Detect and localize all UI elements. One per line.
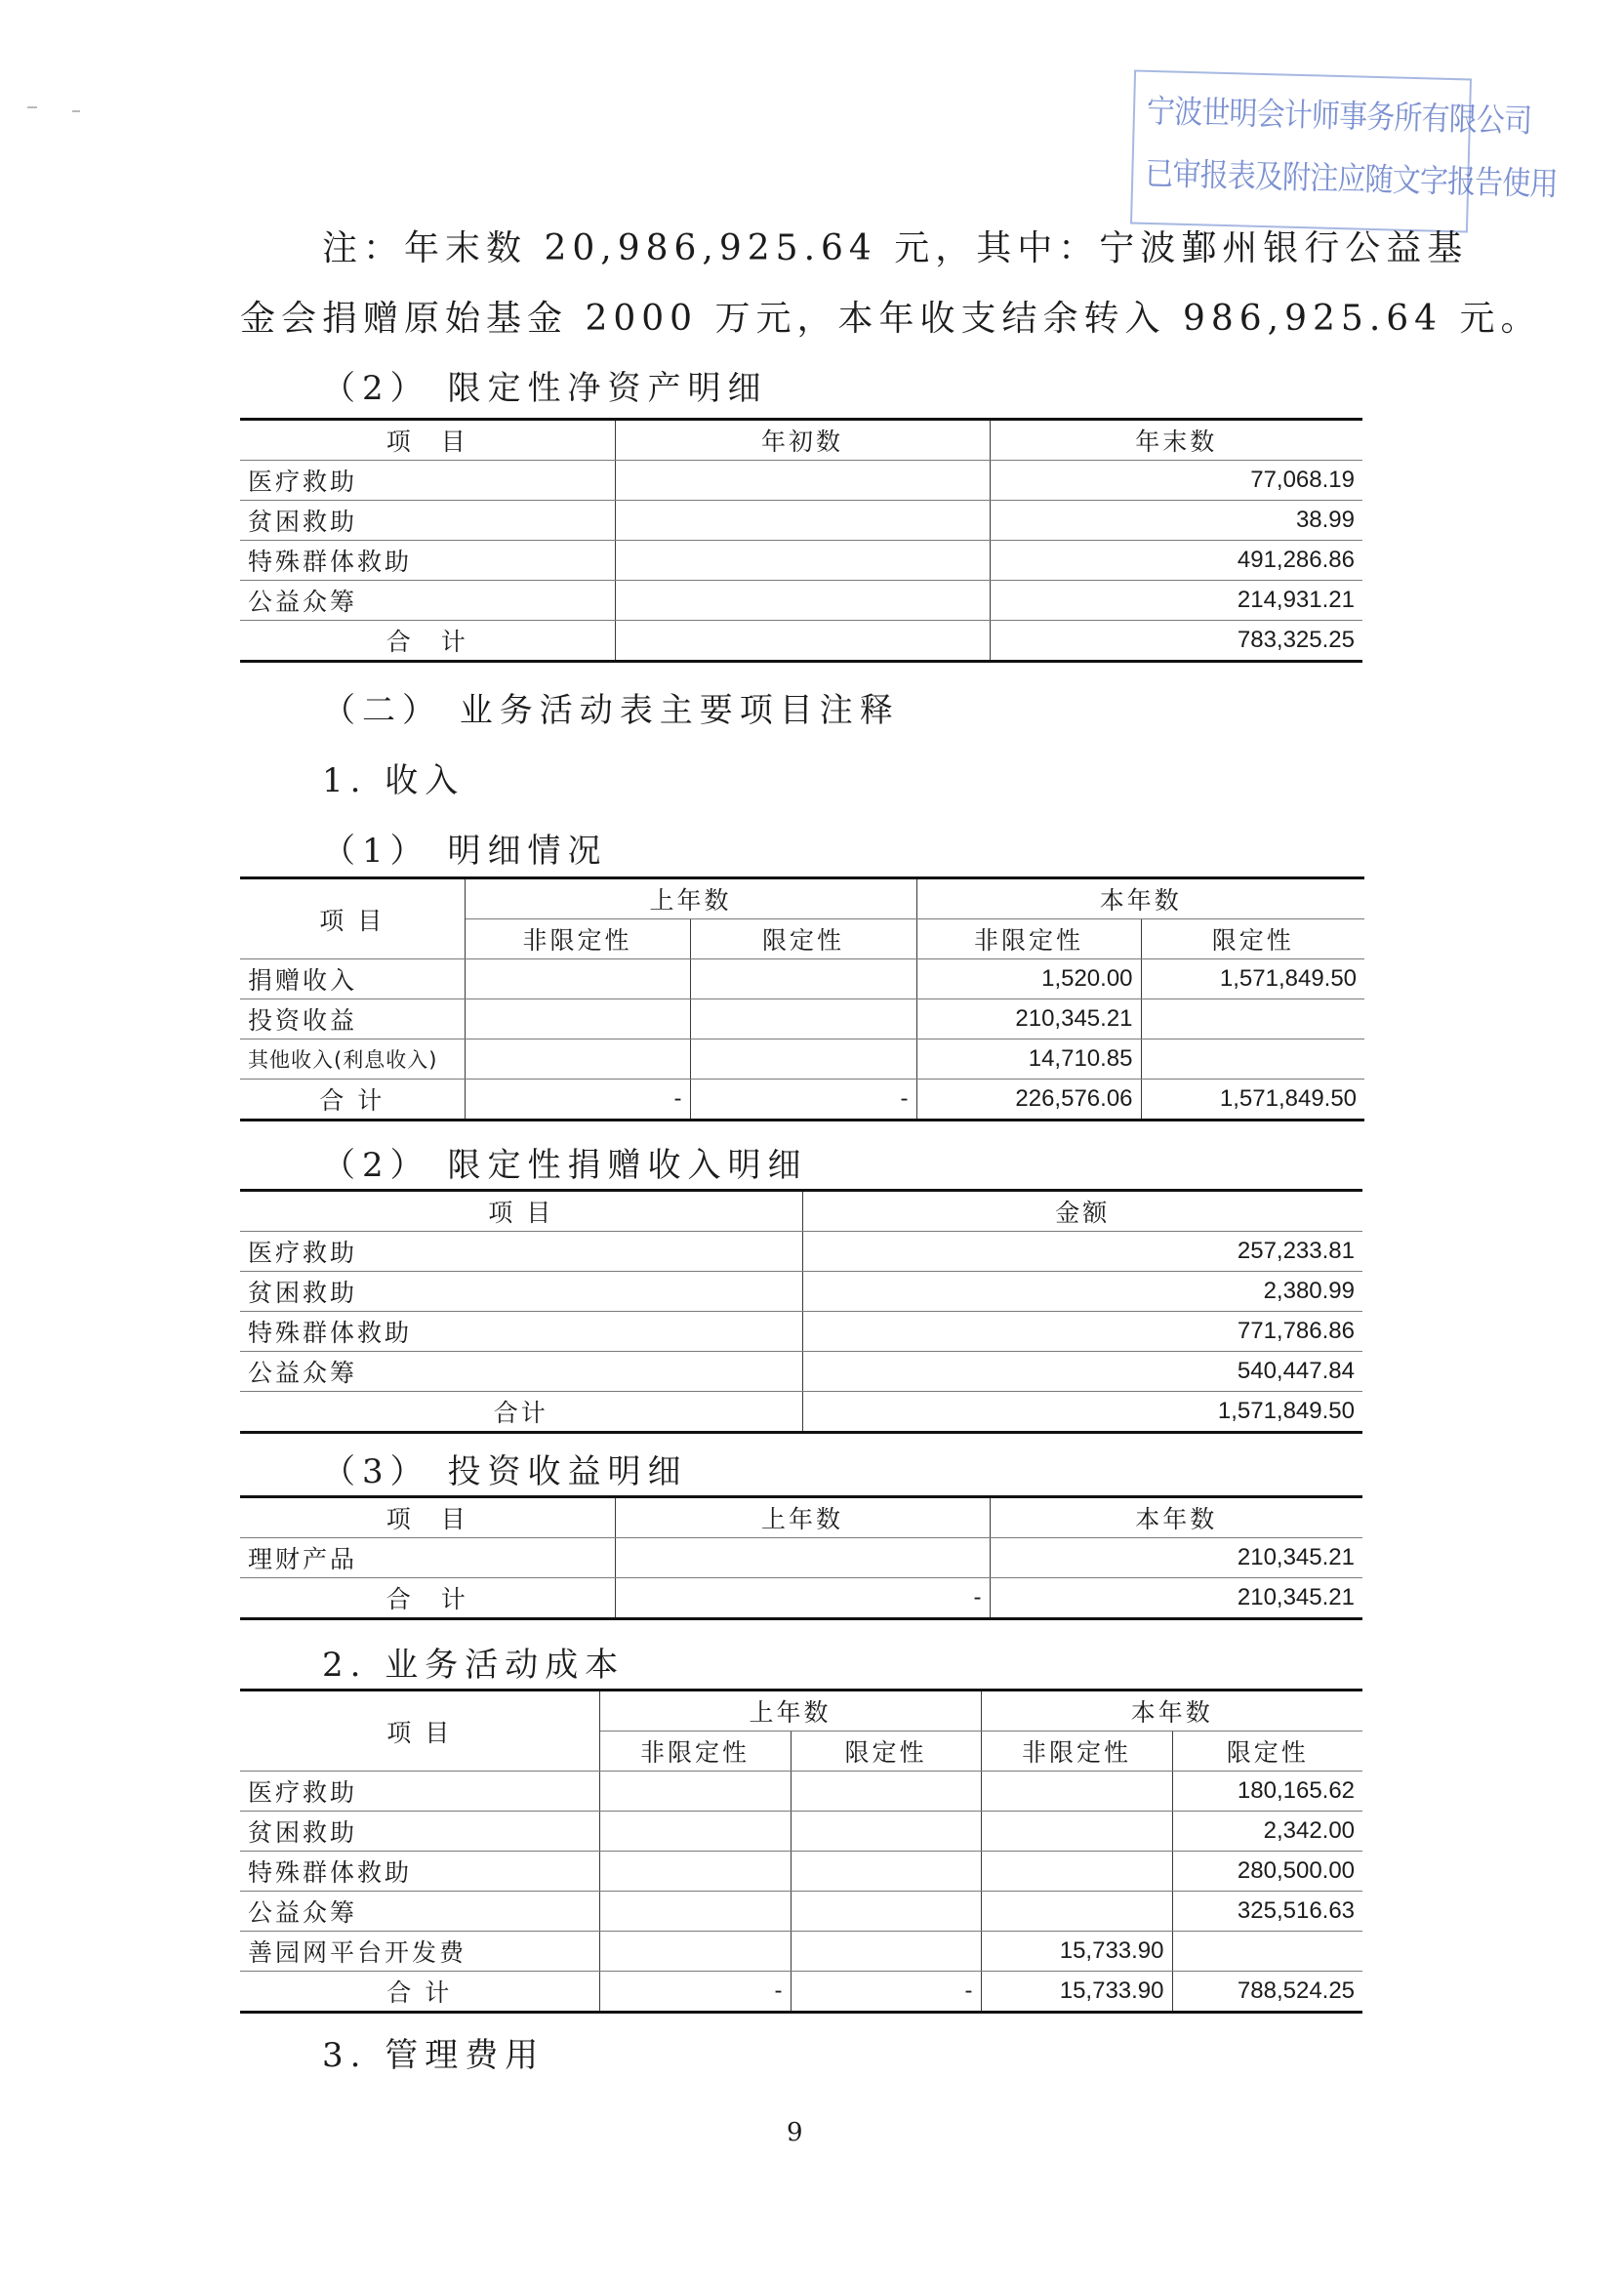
row-curr-restricted xyxy=(1141,1039,1364,1080)
row-item: 其他收入(利息收入) xyxy=(240,1039,465,1080)
total-label: 合 计 xyxy=(240,1972,599,2013)
row-curr-unrestricted: 14,710.85 xyxy=(916,1039,1141,1080)
table-header-row xyxy=(240,1691,1362,1732)
row-prev-unrestricted xyxy=(599,1772,791,1812)
row-prev-restricted xyxy=(690,959,916,999)
table-row xyxy=(240,1932,1362,1972)
col-header-curr-unrestricted: 非限定性 xyxy=(981,1732,1172,1772)
row-item: 特殊群体救助 xyxy=(240,1852,599,1892)
cost-table xyxy=(240,1689,1362,2014)
total-curr-restricted: 1,571,849.50 xyxy=(1141,1080,1364,1121)
investment-table xyxy=(240,1495,1362,1620)
row-item: 医疗救助 xyxy=(240,1772,599,1812)
row-curr-restricted: 1,571,849.50 xyxy=(1141,959,1364,999)
table-row xyxy=(240,1812,1362,1852)
row-curr-restricted: 180,165.62 xyxy=(1172,1772,1362,1812)
row-item: 善园网平台开发费 xyxy=(240,1932,599,1972)
row-prev-unrestricted xyxy=(599,1932,791,1972)
total-end: 783,325.25 xyxy=(990,621,1362,662)
section-2-heading: （二） 业务活动表主要项目注释 xyxy=(322,691,900,730)
row-amount: 2,380.99 xyxy=(802,1272,1362,1312)
row-curr: 210,345.21 xyxy=(990,1538,1362,1578)
col-header-curr-restricted: 限定性 xyxy=(1141,919,1364,959)
admin-expense-heading: 3. 管理费用 xyxy=(322,2036,546,2075)
table-header-row xyxy=(240,878,1364,919)
row-prev-unrestricted xyxy=(465,999,690,1039)
table-header-row xyxy=(240,420,1362,461)
table-row xyxy=(240,1538,1362,1578)
row-curr-restricted: 280,500.00 xyxy=(1172,1852,1362,1892)
row-curr-restricted: 2,342.00 xyxy=(1172,1812,1362,1852)
restricted-donation-heading: （2） 限定性捐赠收入明细 xyxy=(322,1146,808,1185)
row-prev-restricted xyxy=(791,1852,981,1892)
col-header-item: 项 目 xyxy=(240,878,465,959)
col-header-amount: 金额 xyxy=(802,1191,1362,1232)
row-end: 491,286.86 xyxy=(990,541,1362,581)
total-prev-unrestricted: - xyxy=(599,1972,791,2013)
row-prev-unrestricted xyxy=(599,1812,791,1852)
stamp-line-1: 宁波世明会计师事务所有限公司 xyxy=(1146,91,1532,141)
row-prev xyxy=(615,1538,990,1578)
scan-mark xyxy=(72,110,80,112)
table-row xyxy=(240,1892,1362,1932)
scan-mark xyxy=(27,106,37,108)
row-prev-restricted xyxy=(791,1812,981,1852)
restricted-assets-table xyxy=(240,418,1362,663)
total-curr-unrestricted: 15,733.90 xyxy=(981,1972,1172,2013)
table-header-row xyxy=(240,1191,1362,1232)
col-header-prev-restricted: 限定性 xyxy=(690,919,916,959)
table-row xyxy=(240,1852,1362,1892)
col-header-prev: 上年数 xyxy=(615,1497,990,1538)
col-header-curr-year: 本年数 xyxy=(981,1691,1362,1732)
row-curr-unrestricted xyxy=(981,1852,1172,1892)
row-prev-restricted xyxy=(690,999,916,1039)
row-curr-unrestricted xyxy=(981,1772,1172,1812)
audit-stamp xyxy=(1130,69,1559,232)
col-header-curr-unrestricted: 非限定性 xyxy=(916,919,1141,959)
table-row xyxy=(240,1772,1362,1812)
restricted-assets-heading: （2） 限定性净资产明细 xyxy=(322,369,768,408)
row-item: 公益众筹 xyxy=(240,1892,599,1932)
total-prev-restricted: - xyxy=(791,1972,981,2013)
row-end: 77,068.19 xyxy=(990,461,1362,501)
table-row xyxy=(240,541,1362,581)
row-item: 特殊群体救助 xyxy=(240,1312,802,1352)
row-curr-restricted xyxy=(1172,1932,1362,1972)
total-row xyxy=(240,1972,1362,2013)
col-header-prev-year: 上年数 xyxy=(465,878,916,919)
row-item: 公益众筹 xyxy=(240,1352,802,1392)
col-header-curr: 本年数 xyxy=(990,1497,1362,1538)
row-begin xyxy=(615,581,990,621)
row-item: 投资收益 xyxy=(240,999,465,1039)
table-row xyxy=(240,999,1364,1039)
table-header-row xyxy=(240,1497,1362,1538)
col-header-item: 项 目 xyxy=(240,420,615,461)
row-item: 贫困救助 xyxy=(240,1272,802,1312)
col-header-end: 年末数 xyxy=(990,420,1362,461)
total-row xyxy=(240,621,1362,662)
row-begin xyxy=(615,541,990,581)
row-prev-restricted xyxy=(690,1039,916,1080)
row-amount: 771,786.86 xyxy=(802,1312,1362,1352)
col-header-item: 项 目 xyxy=(240,1191,802,1232)
col-header-prev-restricted: 限定性 xyxy=(791,1732,981,1772)
total-row xyxy=(240,1392,1362,1433)
col-header-begin: 年初数 xyxy=(615,420,990,461)
note-line-2: 金会捐赠原始基金 2000 万元，本年收支结余转入 986,925.64 元。 xyxy=(240,299,1542,339)
row-prev-unrestricted xyxy=(599,1852,791,1892)
table-row xyxy=(240,1039,1364,1080)
total-prev: - xyxy=(615,1578,990,1619)
row-amount: 540,447.84 xyxy=(802,1352,1362,1392)
table-row xyxy=(240,501,1362,541)
total-prev-restricted: - xyxy=(690,1080,916,1121)
row-curr-unrestricted: 1,520.00 xyxy=(916,959,1141,999)
restricted-donation-table xyxy=(240,1189,1362,1434)
row-curr-unrestricted: 15,733.90 xyxy=(981,1932,1172,1972)
table-row xyxy=(240,1272,1362,1312)
income-detail-table xyxy=(240,876,1364,1121)
col-header-curr-restricted: 限定性 xyxy=(1172,1732,1362,1772)
table-row xyxy=(240,959,1364,999)
row-curr-unrestricted xyxy=(981,1892,1172,1932)
row-item: 医疗救助 xyxy=(240,461,615,501)
total-curr: 210,345.21 xyxy=(990,1578,1362,1619)
row-begin xyxy=(615,461,990,501)
row-end: 38.99 xyxy=(990,501,1362,541)
col-header-item: 项 目 xyxy=(240,1691,599,1772)
investment-heading: （3） 投资收益明细 xyxy=(322,1452,688,1491)
row-curr-restricted xyxy=(1141,999,1364,1039)
table-row xyxy=(240,1312,1362,1352)
col-header-item: 项 目 xyxy=(240,1497,615,1538)
row-curr-restricted: 325,516.63 xyxy=(1172,1892,1362,1932)
col-header-prev-unrestricted: 非限定性 xyxy=(599,1732,791,1772)
total-label: 合 计 xyxy=(240,1080,465,1121)
row-end: 214,931.21 xyxy=(990,581,1362,621)
row-prev-restricted xyxy=(791,1772,981,1812)
row-prev-unrestricted xyxy=(599,1892,791,1932)
row-item: 理财产品 xyxy=(240,1538,615,1578)
row-item: 贫困救助 xyxy=(240,1812,599,1852)
table-row xyxy=(240,1352,1362,1392)
row-prev-unrestricted xyxy=(465,959,690,999)
row-curr-unrestricted xyxy=(981,1812,1172,1852)
note-line-1: 注：年末数 20,986,925.64 元，其中：宁波鄞州银行公益基 xyxy=(322,228,1469,268)
stamp-line-2: 已审报表及附注应随文字报告使用 xyxy=(1144,153,1559,203)
row-item: 医疗救助 xyxy=(240,1232,802,1272)
row-begin xyxy=(615,501,990,541)
cost-heading: 2. 业务活动成本 xyxy=(322,1646,626,1685)
total-amount: 1,571,849.50 xyxy=(802,1392,1362,1433)
total-curr-unrestricted: 226,576.06 xyxy=(916,1080,1141,1121)
income-heading: 1. 收入 xyxy=(322,761,466,800)
row-item: 捐赠收入 xyxy=(240,959,465,999)
total-label: 合 计 xyxy=(240,1578,615,1619)
col-header-prev-year: 上年数 xyxy=(599,1691,981,1732)
row-amount: 257,233.81 xyxy=(802,1232,1362,1272)
total-label: 合 计 xyxy=(240,621,615,662)
row-prev-unrestricted xyxy=(465,1039,690,1080)
income-detail-heading: （1） 明细情况 xyxy=(322,832,608,871)
table-row xyxy=(240,1232,1362,1272)
row-curr-unrestricted: 210,345.21 xyxy=(916,999,1141,1039)
total-prev-unrestricted: - xyxy=(465,1080,690,1121)
col-header-curr-year: 本年数 xyxy=(916,878,1364,919)
row-prev-restricted xyxy=(791,1932,981,1972)
page-number: 9 xyxy=(787,2118,803,2147)
row-item: 公益众筹 xyxy=(240,581,615,621)
total-begin xyxy=(615,621,990,662)
total-row xyxy=(240,1578,1362,1619)
total-row xyxy=(240,1080,1364,1121)
table-row xyxy=(240,581,1362,621)
row-prev-restricted xyxy=(791,1892,981,1932)
total-curr-restricted: 788,524.25 xyxy=(1172,1972,1362,2013)
table-row xyxy=(240,461,1362,501)
total-label: 合计 xyxy=(240,1392,802,1433)
row-item: 贫困救助 xyxy=(240,501,615,541)
col-header-prev-unrestricted: 非限定性 xyxy=(465,919,690,959)
row-item: 特殊群体救助 xyxy=(240,541,615,581)
